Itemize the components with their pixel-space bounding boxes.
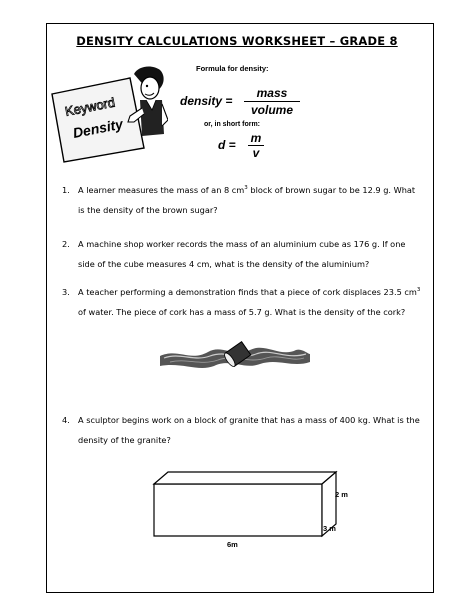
density-label: Density (71, 115, 125, 141)
granite-block-diagram (148, 464, 340, 556)
question-number: 1. (62, 185, 70, 195)
formula-denominator: volume (250, 103, 293, 117)
formula-numerator: mass (244, 86, 300, 102)
question-text: A teacher performing a demonstration finds that a piece of cork displaces 23.5 $cm^3$ of water. The piece of cork has a mass of 5.7 g. What is the density of the cork? (78, 287, 421, 317)
block-depth-label: 3 m (323, 524, 336, 533)
short-formula-numerator: m (248, 131, 264, 146)
formula-heading: Formula for density: (196, 64, 269, 73)
formula-lhs: density = (180, 94, 233, 108)
worksheet-title: DENSITY CALCULATIONS WORKSHEET – GRADE 8 (76, 34, 398, 48)
density-formula (180, 86, 310, 120)
short-formula-fraction (248, 131, 264, 160)
question-text: A machine shop worker records the mass of an aluminium cube as 176 g. If one side of the cube measures 4 cm, what is the density of the aluminium? (78, 239, 406, 269)
question-text: A sculptor begins work on a block of granite that has a mass of 400 kg. What is the density of the granite? (78, 415, 420, 445)
short-formula-denominator: v (252, 146, 260, 160)
keyword-density-illustration (50, 64, 168, 166)
formula-fraction (244, 86, 300, 117)
short-form-label: or, in short form: (204, 121, 260, 128)
short-density-formula (218, 131, 278, 161)
question-number: 2. (62, 239, 70, 249)
block-length-label: 6m (227, 540, 238, 549)
short-formula-lhs: d = (218, 138, 236, 152)
block-height-label: 2 m (335, 490, 348, 499)
question-number: 3. (62, 287, 70, 297)
question-number: 4. (62, 415, 70, 425)
keyword-label: Keyword (63, 94, 117, 119)
cork-in-water-image (160, 332, 310, 378)
question-text: A learner measures the mass of an 8 $cm^3$ block of brown sugar to be 12.9 g. What is the density of the brown sugar? (78, 185, 416, 215)
